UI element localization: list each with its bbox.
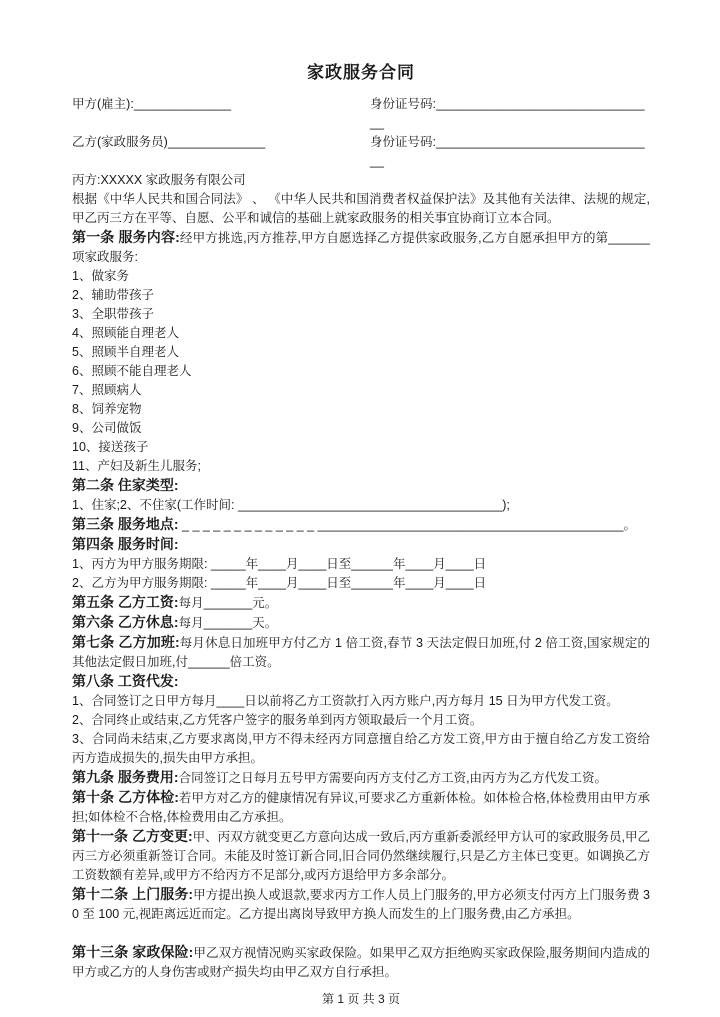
clause-10 bbox=[72, 788, 650, 827]
address-blank: ____________________________________________ bbox=[317, 518, 624, 532]
clause-heading: 第一条 服务内容: bbox=[72, 229, 180, 245]
clause-text: 6、照顾不能自理老人 bbox=[72, 364, 192, 378]
clause-text: 2、合同终止或结束,乙方凭客户签字的服务单到丙方领取最后一个月工资。 bbox=[72, 713, 483, 727]
document-body bbox=[72, 95, 650, 982]
clause-8 bbox=[72, 672, 650, 692]
party-b-row-left bbox=[72, 133, 370, 171]
service-item-11 bbox=[72, 457, 650, 476]
clause-text: 3、全职带孩子 bbox=[72, 307, 154, 321]
service-item-3 bbox=[72, 305, 650, 324]
service-item-5 bbox=[72, 343, 650, 362]
clause-8-2 bbox=[72, 711, 650, 730]
party-b-id-blank: ________________________________ bbox=[370, 135, 645, 168]
clause-heading: 第四条 服务时间: bbox=[72, 536, 179, 552]
clause-heading: 第二条 住家类型: bbox=[72, 477, 179, 493]
clause-text: 8、饲养宠物 bbox=[72, 402, 142, 416]
clause-text: 1、丙方为甲方服务期限: _____年____月____日至______年____月____日 bbox=[72, 557, 487, 571]
preamble bbox=[72, 190, 650, 228]
service-item-8 bbox=[72, 400, 650, 419]
clause-12 bbox=[72, 885, 650, 924]
service-item-1 bbox=[72, 267, 650, 286]
clause-6 bbox=[72, 613, 650, 633]
clause-text: 7、照顾病人 bbox=[72, 383, 142, 397]
clause-text: 4、照顾能自理老人 bbox=[72, 326, 179, 340]
clause-text: 1、住家;2、不住家(工作时间: bbox=[72, 498, 238, 512]
party-b-row bbox=[72, 133, 650, 171]
party-a-blank: ______________ bbox=[133, 97, 232, 111]
clause-5 bbox=[72, 593, 650, 613]
clause-text: 每月休息日加班甲方付乙方 1 倍工资,春节 3 天法定假日加班,付 2 倍工资,国家规定的其他法定假日加班,付______倍工资。 bbox=[72, 636, 650, 669]
party-b-blank: ______________ bbox=[167, 135, 266, 149]
clause-2-options bbox=[72, 496, 650, 515]
clause-text: 2、乙方为甲方服务期限: _____年____月____日至______年____月____日 bbox=[72, 576, 487, 590]
clause-text: 2、辅助带孩子 bbox=[72, 288, 154, 302]
party-b-label: 乙方(家政服务员) bbox=[72, 135, 168, 149]
party-a-id-label: 身份证号码: bbox=[370, 97, 436, 111]
service-item-6 bbox=[72, 362, 650, 381]
party-a-id-blank: ________________________________ bbox=[370, 97, 645, 130]
clause-text: 经甲方挑选,丙方推荐,甲方自愿选择乙方提供家政服务,乙方自愿承担甲方的第______项家政服务: bbox=[72, 231, 650, 264]
clause-11 bbox=[72, 827, 650, 885]
clause-text: 根据《中华人民共和国合同法》 、 《中华人民共和国消费者权益保护法》及其他有关法律、法规的规定,甲乙丙三方在平等、自愿、公平和诚信的基础上就家政服务的相关事宜协商订立本合同。 bbox=[72, 192, 650, 225]
clause-heading: 第十一条 乙方变更: bbox=[72, 828, 193, 844]
clause-text: 甲、丙双方就变更乙方意向达成一致后,丙方重新委派经甲方认可的家政服务员,甲乙丙三方必须重新签订合同。未能及时签订新合同,旧合同仍然继续履行,只是乙方主体已变更。如调换乙方工资数额有差异,或甲方不给丙方不足部分,或丙方退给甲方多余部分。 bbox=[72, 830, 650, 882]
clause-text: 5、照顾半自理老人 bbox=[72, 345, 179, 359]
clause-3 bbox=[72, 515, 650, 535]
clause-text: 每月_______元。 bbox=[178, 596, 278, 610]
party-a-row bbox=[72, 95, 650, 133]
party-a-row-left bbox=[72, 95, 370, 133]
party-b-id-label: 身份证号码: bbox=[370, 135, 436, 149]
clause-text: 11、产妇及新生儿服务; bbox=[72, 459, 201, 473]
clause-text: 9、公司做饭 bbox=[72, 421, 142, 435]
clause-heading: 第七条 乙方加班: bbox=[72, 634, 180, 650]
document-title: 家政服务合同 bbox=[307, 63, 415, 82]
party-a-label: 甲方(雇主): bbox=[72, 97, 134, 111]
clause-text: 甲方提出换人或退款,要求丙方工作人员上门服务的,甲方必须支付丙方上门服务费 30 至 100 元,视距离远近而定。乙方提出离岗导致甲方换人而发生的上门服务费,由乙方承担。 bbox=[72, 888, 651, 921]
clause-heading: 第十二条 上门服务: bbox=[72, 886, 194, 902]
clause-text: 若甲方对乙方的健康情况有异议,可要求乙方重新体检。如体检合格,体检费用由甲方承担;如体检不合格,体检费用由乙方承担。 bbox=[72, 791, 650, 824]
party-b-row-right bbox=[370, 133, 650, 171]
clause-text: 3、合同尚未结束,乙方要求离岗,甲方不得未经丙方同意擅自给乙方发工资,甲方由于擅自给乙方发工资给丙方造成损失的,损失由甲方承担。 bbox=[72, 732, 650, 765]
clause-text: 10、接送孩子 bbox=[72, 440, 149, 454]
blank-line bbox=[72, 924, 650, 943]
clause-heading: 第三条 服务地点: bbox=[72, 516, 179, 532]
clause-text: 。 bbox=[623, 518, 636, 532]
clause-heading: 第五条 乙方工资: bbox=[72, 594, 179, 610]
clause-heading: 第十三条 家政保险: bbox=[72, 944, 194, 960]
party-a-row-right bbox=[370, 95, 650, 133]
clause-text: 合同签订之日每月五号甲方需要向丙方支付乙方工资,由丙方为乙方代发工资。 bbox=[178, 771, 608, 785]
clause-7 bbox=[72, 633, 650, 672]
clause-4-1 bbox=[72, 555, 650, 574]
clause-8-3 bbox=[72, 730, 650, 768]
clause-heading: 第八条 工资代发: bbox=[72, 673, 179, 689]
clause-text: 丙方:XXXXX 家政服务有限公司 bbox=[72, 173, 246, 187]
service-item-4 bbox=[72, 324, 650, 343]
party-c-line bbox=[72, 171, 650, 190]
clause-13 bbox=[72, 943, 650, 982]
work-time-blank: ______________________________________ bbox=[238, 498, 503, 512]
clause-text: 1、做家务 bbox=[72, 269, 129, 283]
clause-4 bbox=[72, 535, 650, 555]
clause-8-1 bbox=[72, 692, 650, 711]
service-item-10 bbox=[72, 438, 650, 457]
page-footer: 第 1 页 共 3 页 bbox=[321, 992, 401, 1006]
clause-text: ); bbox=[502, 498, 510, 512]
clause-4-2 bbox=[72, 574, 650, 593]
address-blank-dashed: _ _ _ _ _ _ _ _ _ _ _ _ _ bbox=[178, 518, 318, 532]
service-item-2 bbox=[72, 286, 650, 305]
clause-heading: 第十条 乙方体检: bbox=[72, 789, 179, 805]
clause-2 bbox=[72, 476, 650, 496]
service-item-7 bbox=[72, 381, 650, 400]
clause-heading: 第九条 服务费用: bbox=[72, 769, 179, 785]
service-item-9 bbox=[72, 419, 650, 438]
clause-heading: 第六条 乙方休息: bbox=[72, 614, 179, 630]
clause-9 bbox=[72, 768, 650, 788]
clause-1 bbox=[72, 228, 650, 267]
clause-text: 每月_______天。 bbox=[178, 616, 278, 630]
clause-text: 1、合同签订之日甲方每月____日以前将乙方工资款打入丙方账户,丙方每月 15 日为甲方代发工资。 bbox=[72, 694, 619, 708]
clause-text: 甲乙双方视情况购买家政保险。如果甲乙双方拒绝购买家政保险,服务期间内造成的甲方或乙方的人身伤害或财产损失均由甲乙双方自行承担。 bbox=[72, 946, 650, 979]
